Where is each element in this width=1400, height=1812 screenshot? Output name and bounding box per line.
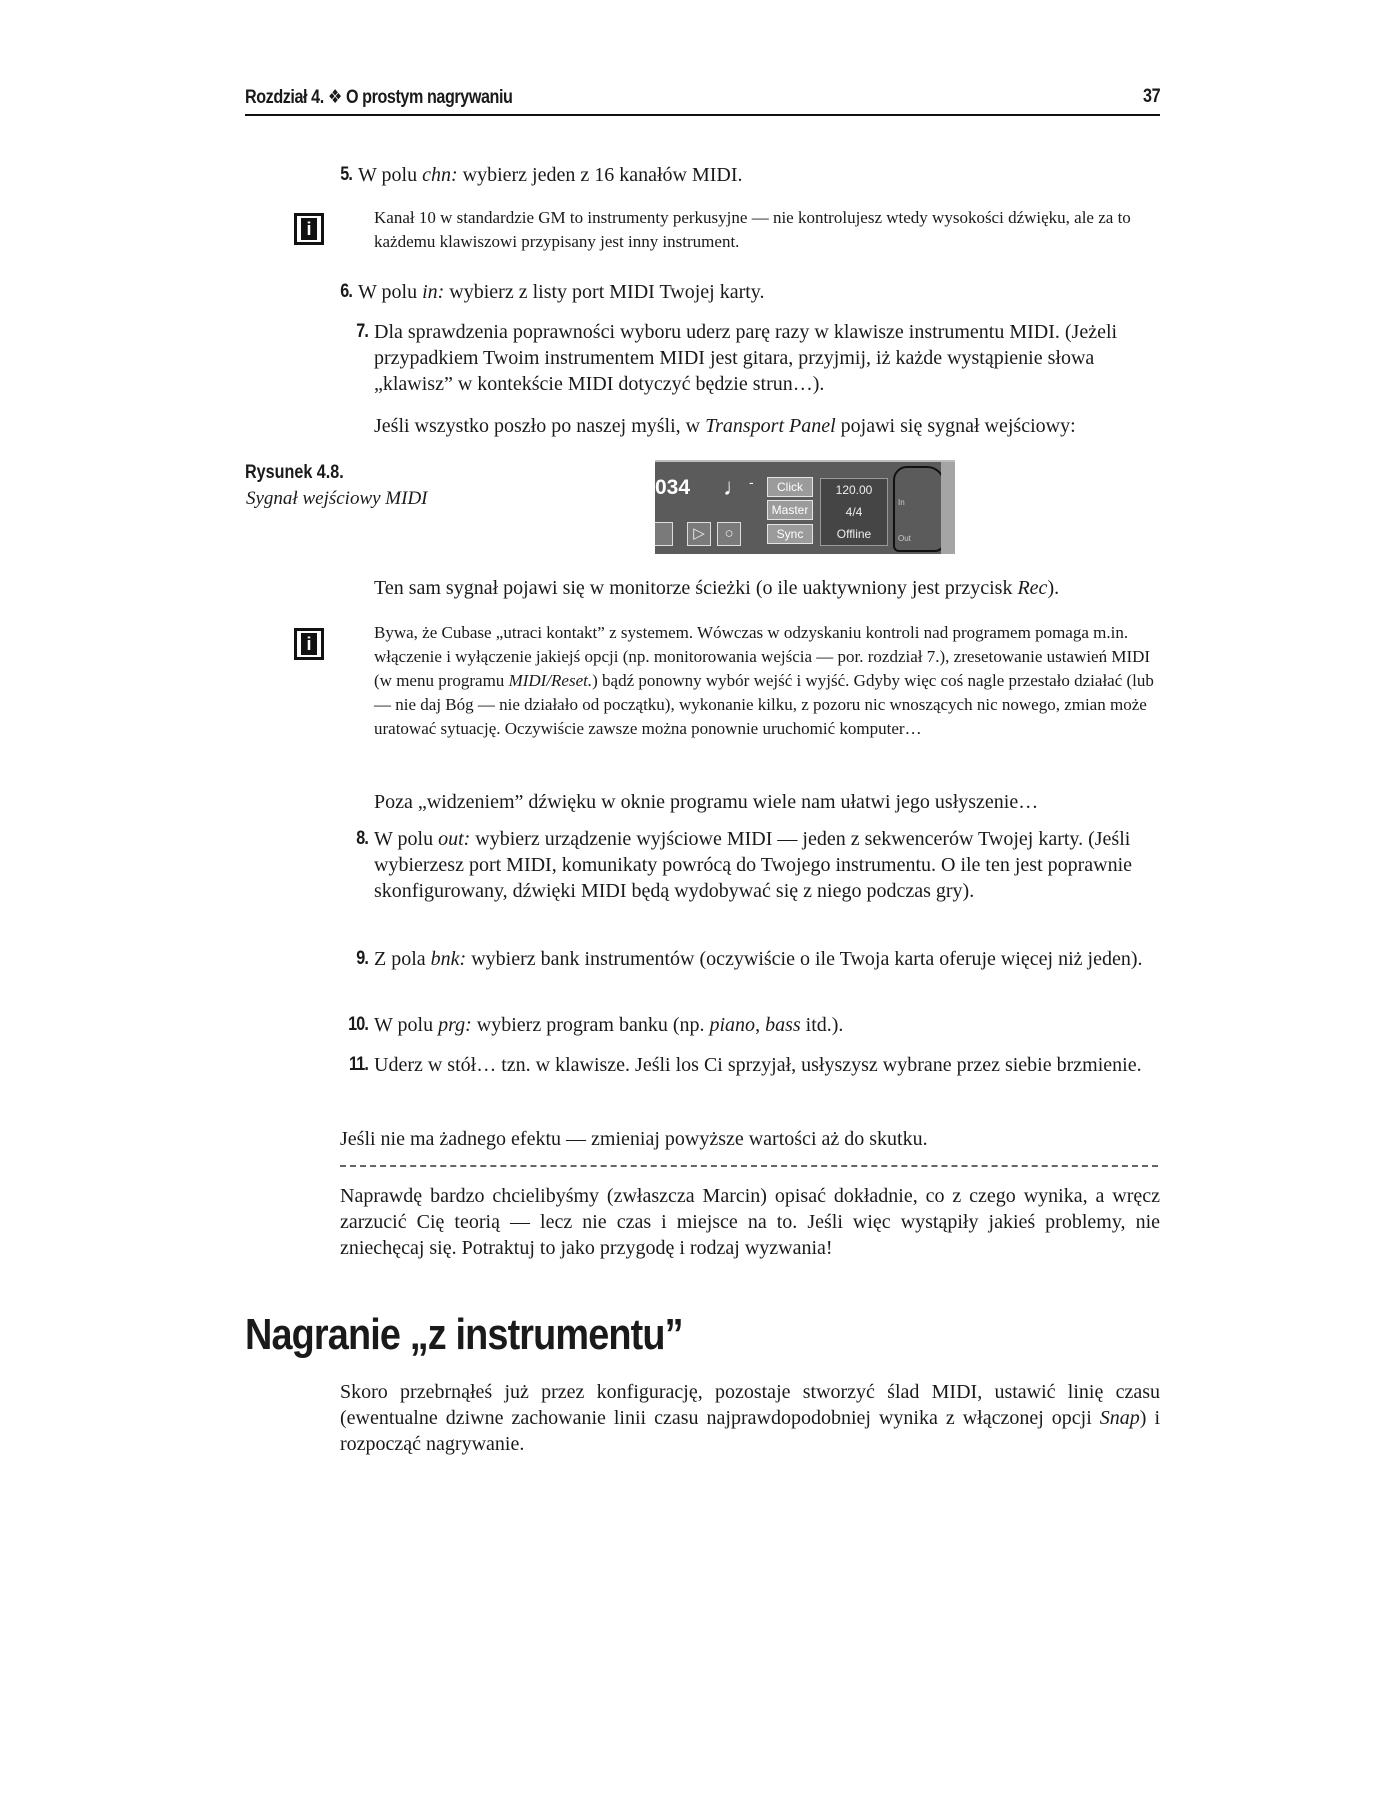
record-icon: ○ [717,522,741,546]
note-text: Bywa, że Cubase „utraci kontakt” z systemem. Wówczas w odzyskaniu kontroli nad programem pomaga m.in. włączenie i wyłączenie jakiejś opcji (np. monitorowania wejścia — por. rozdział 7.), zresetowanie ustawień MIDI (w menu programu MIDI/Reset.) bądź ponowny wybór wejść i wyjść. Gdyby więc coś nagle przestało działać (lub — nie daj Bóg — nie działało od początku), wykonanie kilku, z pozoru nic wnoszących nic nowego, zmian może uratować sytuację. Oczywiście zawsze można ponownie uruchomić komputer… [374,623,1154,738]
signal-paragraph: Jeśli wszystko poszło po naszej myśli, w Transport Panel pojawi się sygnał wejściowy: [374,415,1076,437]
panel-edge [941,462,955,554]
hearing-paragraph: Poza „widzeniem” dźwięku w oknie programu wiele nam ułatwi jego usłyszenie… [374,791,1039,813]
dashed-separator [340,1165,1158,1167]
position-counter: 034 [655,476,691,499]
step-item: 10. W polu prg: wybierz program banku (np. piano, bass itd.). [374,1012,1160,1038]
stop-control [655,522,673,546]
info-icon: i [294,213,324,245]
step-number: 7. [356,321,368,342]
no-effect-paragraph: Jeśli nie ma żadnego efektu — zmieniaj powyższe wartości aż do skutku. [340,1128,928,1150]
master-button: Master [767,500,813,520]
theory-paragraph: Naprawdę bardzo chcielibyśmy (zwłaszcza Marcin) opisać dokładnie, co z czego wynika, a wręcz zarzucić Cię teorią — lecz nie czas i miejsce na to. Jeśli więc wystąpiły jakieś problemy, nie zniechęcaj się. Potraktuj to jako przygodę i rodzaj wyzwania! [340,1185,1160,1259]
sync-button: Sync [767,524,813,544]
step-number: 6. [340,281,352,302]
transport-panel-figure [655,460,955,554]
step-item: 8. W polu out: wybierz urządzenie wyjściowe MIDI — jeden z sekwencerów Twojej karty. (Jeśli wybierzesz port MIDI, komunikaty powrócą do Twojego instrumentu. O ile ten jest poprawnie skonfigurowany, dźwięki MIDI będą wydobywać się z niego podczas gry). [374,826,1160,904]
step-number: 9. [356,948,368,969]
final-paragraph: Skoro przebrnąłeś już przez konfigurację, pozostaje stworzyć ślad MIDI, ustawić linię czasu (ewentualne dziwne zachowanie linii czasu najprawdopodobniej wynika z włączonej opcji Snap) i rozpocząć nagrywanie. [340,1381,1161,1455]
in-label: In [898,498,905,507]
tempo-display [820,478,888,546]
step-item: 5. W polu chn: wybierz jeden z 16 kanałów MIDI. [358,162,1158,188]
signature-value: 4/4 [845,505,863,519]
note-text: Kanał 10 w standardzie GM to instrumenty perkusyjne — nie kontrolujesz wtedy wysokości dźwięku, ale za to każdemu klawiszowi przypisany jest inny instrument. [374,208,1131,251]
step-number: 11. [348,1054,368,1075]
step-item: 6. W polu in: wybierz z listy port MIDI Twojej karty. [358,279,1158,305]
figure-label: Rysunek 4.8. [245,462,344,483]
step-number: 8. [356,828,368,849]
click-button: Click [767,477,813,497]
note-icon: ♩ [723,474,747,501]
step-item: 7. Dla sprawdzenia poprawności wyboru uderz parę razy w klawisze instrumentu MIDI. (Jeżeli przypadkiem Twoim instrumentem MIDI jest gitara, przyjmij, iż każde wystąpienie słowa „klawisz” w kontekście MIDI dotyczyć będzie strun…). [374,319,1160,397]
tempo-value: 120.00 [835,483,873,497]
out-label: Out [898,534,911,543]
dropdown-icon: - [749,474,754,490]
step-item: 9. Z pola bnk: wybierz bank instrumentów (oczywiście o ile Twoja karta oferuje więcej niż jeden). [374,946,1160,972]
info-icon: i [294,628,324,660]
play-icon: ▷ [687,522,711,546]
running-header [245,84,1160,116]
page-number: 37 [1142,86,1160,107]
step-item: 11. Uderz w stół… tzn. w klawisze. Jeśli los Ci sprzyjał, usłyszysz wybrane przez siebie brzmienie. [374,1052,1160,1078]
section-heading: Nagranie „z instrumentu” [245,1310,683,1359]
chapter-title: Rozdział 4. ❖ O prostym nagrywaniu [245,87,513,108]
step-number: 5. [340,164,352,185]
step-number: 10. [348,1014,368,1035]
sync-status: Offline [836,527,872,541]
monitor-paragraph: Ten sam sygnał pojawi się w monitorze ścieżki (o ile uaktywniony jest przycisk Rec). [374,577,1060,599]
midi-signal-meter [893,466,945,552]
figure-caption: Sygnał wejściowy MIDI [246,488,428,509]
